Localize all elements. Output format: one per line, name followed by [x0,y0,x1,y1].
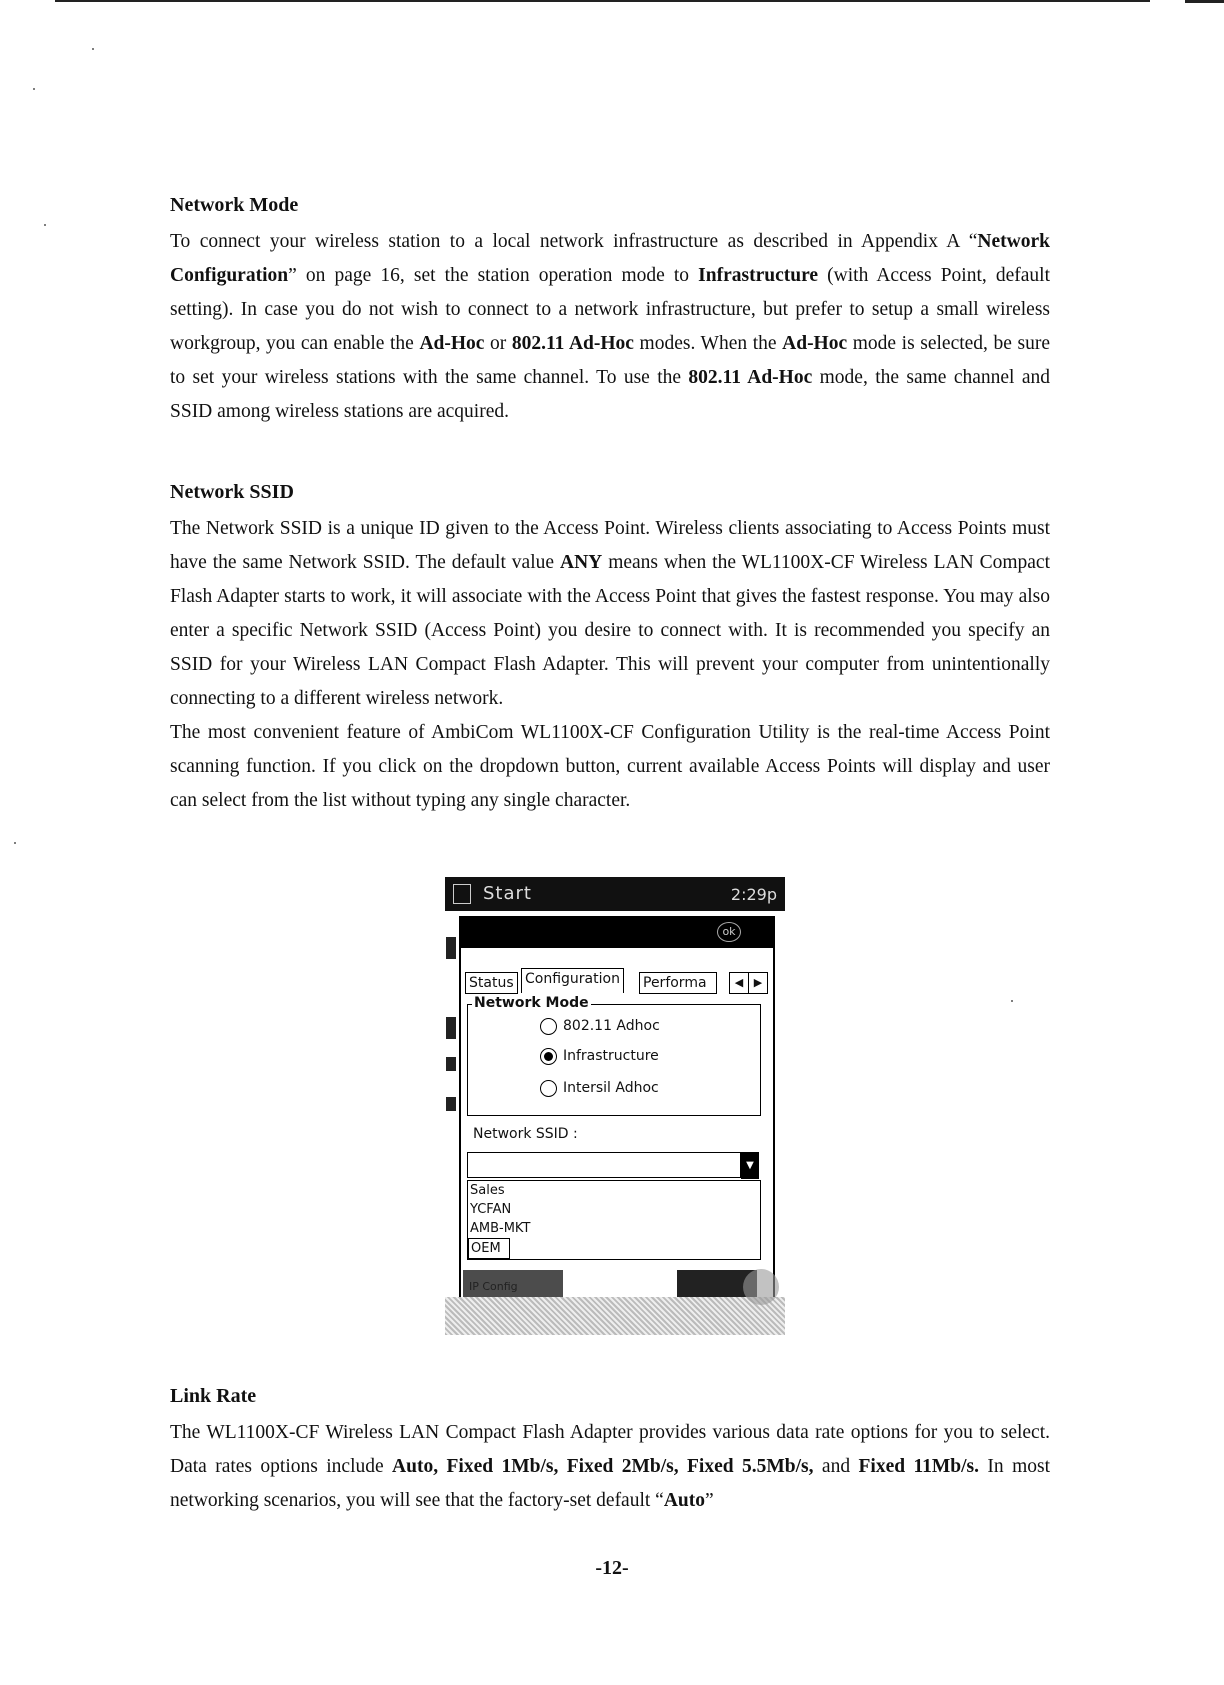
scan-speck [33,88,35,90]
tab-right-arrow-icon[interactable]: ▶ [748,972,768,994]
ssid-option[interactable]: Sales [470,1183,505,1198]
radio-intersil-adhoc[interactable]: Intersil Adhoc [540,1077,659,1099]
scan-speck [92,48,94,50]
radio-button-icon[interactable] [540,1018,557,1035]
radio-infrastructure[interactable]: Infrastructure [540,1045,659,1067]
background-icon [446,1097,456,1111]
top-rule [60,0,1150,2]
page-number: -12- [595,1557,629,1579]
radio-80211-adhoc[interactable]: 802.11 Adhoc [540,1015,660,1037]
scan-speck [44,224,46,226]
radio-button-icon[interactable] [540,1080,557,1097]
background-icon [446,1017,456,1039]
tab-strip [465,970,771,994]
clock-time: 2:29p [730,885,777,904]
dialog-header [459,916,775,946]
ssid-dropdown-list [467,1180,761,1260]
section-heading: Link Rate [170,1385,257,1407]
configuration-screenshot [445,877,785,1335]
configuration-dialog [459,946,775,1305]
ssid-label: Network SSID : [473,1126,578,1142]
pda-taskbar [445,1297,785,1335]
network-mode-section [170,194,1050,429]
tab-performance[interactable]: Performa [639,972,717,994]
dropdown-arrow-icon[interactable]: ▼ [741,1152,759,1179]
ssid-option[interactable]: YCFAN [470,1202,512,1217]
tab-left-arrow-icon[interactable]: ◀ [729,972,749,994]
ssid-option[interactable]: OEM [468,1238,510,1259]
tab-status[interactable]: Status [465,972,518,994]
radio-button-selected-icon[interactable] [540,1048,557,1065]
paragraph: The WL1100X-CF Wireless LAN Compact Flash Adapter provides various data rate options for you to select. Data rates options include Auto, Fixed 1Mb/s, Fixed 2Mb/s, Fixed 5.5Mb/s, and Fixed 11Mb/s. In most networking scenarios, you will see that the factory-set default “Auto” [170,1422,1051,1511]
ok-button[interactable]: ok [717,922,741,942]
scan-mark [1185,0,1224,3]
background-icon [446,1057,456,1071]
paragraph: To connect your wireless station to a local network infrastructure as described in Appendix A “Network Configuration” on page 16, set the station operation mode to Infrastructure (with Access Point, default setting). In case you do not wish to connect to a network infrastructure, but prefer to setup a small wireless workgroup, you can enable the Ad-Hoc or 802.11 Ad-Hoc modes. When the Ad-Hoc mode is selected, be sure to set your wireless stations with the same channel. To use the 802.11 Ad-Hoc mode, the same channel and SSID among wireless stations are acquired. [170,231,1051,422]
background-icon [446,937,456,959]
section-heading: Network SSID [170,481,294,503]
ssid-option[interactable]: AMB-MKT [470,1221,531,1236]
ssid-combobox-input[interactable] [467,1152,741,1178]
network-mode-group [467,995,761,1116]
ip-config-button[interactable]: IP Config [463,1270,563,1304]
pda-title-bar [445,877,785,911]
section-heading: Network Mode [170,194,299,216]
windows-start-icon[interactable] [453,884,471,904]
tab-scroll [729,972,769,992]
background-window-strip [445,937,459,1297]
start-label[interactable]: Start [483,883,532,904]
network-ssid-section [170,481,1050,818]
scan-speck [1011,1000,1013,1002]
paragraph: The Network SSID is a unique ID given to the Access Point. Wireless clients associating to Access Points must have the same Network SSID. The default value ANY means when the WL1100X-CF Wireless LAN Compact Flash Adapter starts to work, it will associate with the Access Point that gives the fastest response. You may also enter a specific Network SSID (Access Point) you desire to connect with. It is recommended you specify an SSID for your Wireless LAN Compact Flash Adapter. This will prevent your computer from unintentionally connecting to a different wireless network. [170,518,1050,709]
tab-configuration[interactable]: Configuration [521,968,624,993]
tap-hand-icon [743,1269,779,1305]
scan-speck [14,842,16,844]
paragraph: The most convenient feature of AmbiCom WL1100X-CF Configuration Utility is the real-time Access Point scanning function. If you click on the dropdown button, current available Access Points will display and user can select from the list without typing any single character. [170,722,1050,811]
link-rate-section [170,1385,1050,1518]
group-label: Network Mode [474,995,589,1011]
